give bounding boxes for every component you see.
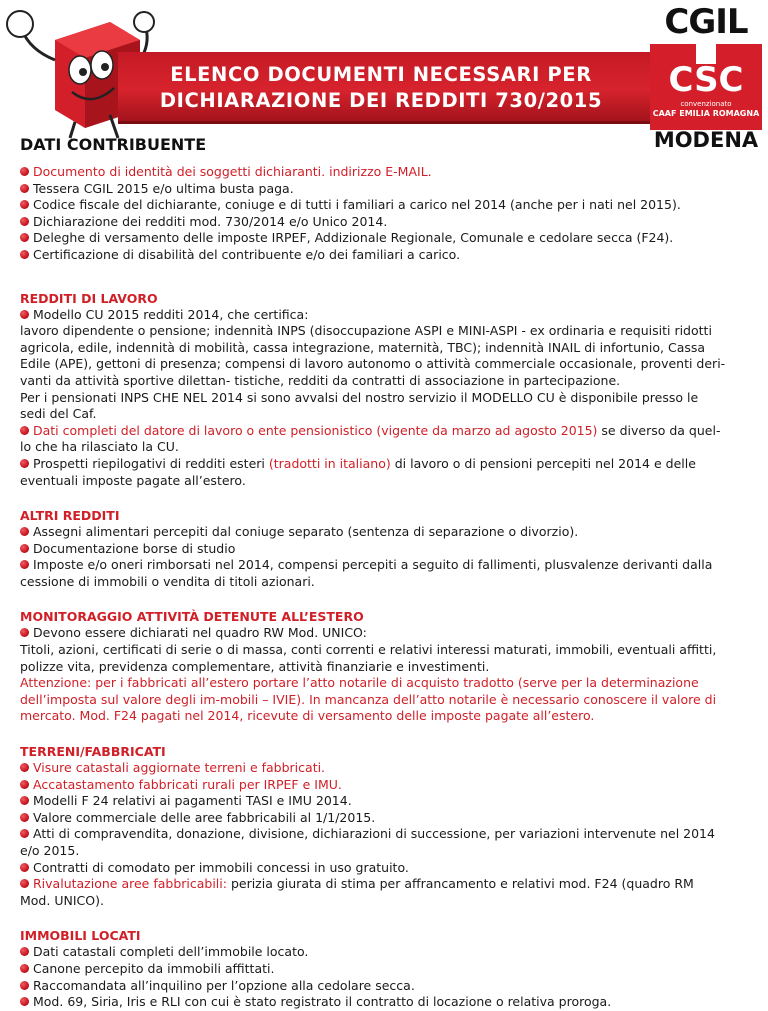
list-item: Dati completi del datore di lavoro o ente pensionistico (vigente da marzo ad agosto 2015) se diverso da quel- bbox=[20, 423, 752, 440]
bullet-icon bbox=[20, 981, 29, 990]
text-line: lavoro dipendente o pensione; indennità INPS (disoccupazione ASPI e MINI-ASPI - ex ordinaria e requisiti ridotti bbox=[20, 323, 712, 339]
warning-line: mercato. Mod. F24 pagati nel 2014, ricevute di versamento delle imposte pagate all’estero. bbox=[20, 708, 595, 724]
bullet-icon bbox=[20, 544, 29, 553]
list-item: Imposte e/o oneri rimborsati nel 2014, compensi percepiti a seguito di fallimenti, plusvalenze derivanti dalla bbox=[20, 557, 752, 574]
list-item: Documento di identità dei soggetti dichiaranti. indirizzo E-MAIL. bbox=[20, 164, 752, 181]
text-line: polizze vita, previdenza complementare, attività finanziarie e investimenti. bbox=[20, 658, 490, 674]
list-item: Accatastamento fabbricati rurali per IRPEF e IMU. bbox=[20, 777, 752, 794]
list-item: Dati catastali completi dell’immobile locato. bbox=[20, 944, 752, 961]
list-item: Raccomandata all’inquilino per l’opzione alla cedolare secca. bbox=[20, 978, 752, 995]
title-line-1: ELENCO DOCUMENTI NECESSARI PER bbox=[170, 63, 592, 86]
text-line: Per i pensionati INPS CHE NEL 2014 si sono avvalsi del nostro servizio il MODELLO CU è disponibile presso le bbox=[20, 389, 699, 405]
section-monitoraggio bbox=[20, 625, 752, 725]
heading-immobili-locati: IMMOBILI LOCATI bbox=[20, 928, 141, 944]
text-line: Edile (APE), gettoni di presenza; compensi di lavoro autonomo o attività commerciale occasionale, proventi deri- bbox=[20, 356, 726, 372]
bullet-icon bbox=[20, 997, 29, 1006]
section-immobili-locati bbox=[20, 944, 752, 1010]
text-line: agricola, edile, indennità di mobilità, cassa integrazione, maternità, TBC); indennità INAIL di infortunio, Cassa bbox=[20, 339, 706, 355]
logo-modena-text: MODENA bbox=[653, 128, 759, 152]
title-line-2: DICHIARAZIONE DEI REDDITI 730/2015 bbox=[159, 89, 603, 112]
text-line: eventuali imposte pagate all’estero. bbox=[20, 472, 246, 488]
text-line: Titoli, azioni, certificati di serie o di massa, conti correnti e relativi interessi maturati, immobili, eventuali affitti, bbox=[20, 642, 717, 658]
bullet-icon bbox=[20, 184, 29, 193]
bullet-icon bbox=[20, 829, 29, 838]
section-redditi-lavoro bbox=[20, 307, 752, 490]
bullet-icon bbox=[20, 560, 29, 569]
cgil-csc-logo bbox=[650, 0, 762, 152]
list-item: Canone percepito da immobili affittati. bbox=[20, 961, 752, 978]
bullet-icon bbox=[20, 250, 29, 259]
logo-conv-text: convenzionato bbox=[680, 100, 732, 108]
logo-csc-text: CSC bbox=[668, 60, 744, 100]
list-item: Rivalutazione aree fabbricabili: perizia giurata di stima per affrancamento e relativi mod. F24 (quadro RM bbox=[20, 876, 752, 893]
warning-line: dell’imposta sul valore degli im-mobili – IVIE). In mancanza dell’atto notarile è necessario conoscere il valore di bbox=[20, 691, 717, 707]
heading-monitoraggio: MONITORAGGIO ATTIVITÀ DETENUTE ALL’ESTERO bbox=[20, 609, 364, 625]
heading-dati-contribuente: DATI CONTRIBUENTE bbox=[20, 135, 207, 154]
text-line: Mod. UNICO). bbox=[20, 892, 104, 908]
bullet-icon bbox=[20, 879, 29, 888]
list-item: Valore commerciale delle aree fabbricabili al 1/1/2015. bbox=[20, 810, 752, 827]
bullet-icon bbox=[20, 426, 29, 435]
list-item: Modelli F 24 relativi ai pagamenti TASI e IMU 2014. bbox=[20, 793, 752, 810]
text-line: cessione di immobili o vendita di titoli azionari. bbox=[20, 573, 315, 589]
list-item: Assegni alimentari percepiti dal coniuge separato (sentenza di separazione o divorzio). bbox=[20, 524, 752, 541]
logo-caaf-text: CAAF EMILIA ROMAGNA bbox=[652, 109, 760, 118]
bullet-icon bbox=[20, 763, 29, 772]
bullet-icon bbox=[20, 780, 29, 789]
list-item: Deleghe di versamento delle imposte IRPEF, Addizionale Regionale, Comunale e cedolare secca (F24). bbox=[20, 230, 752, 247]
bullet-icon bbox=[20, 233, 29, 242]
list-item: Atti di compravendita, donazione, divisione, dichiarazioni di successione, per variazioni intervenute nel 2014 bbox=[20, 826, 752, 843]
list-item: Prospetti riepilogativi di redditi esteri (tradotti in italiano) di lavoro o di pensioni percepiti nel 2014 e delle bbox=[20, 456, 752, 473]
heading-terreni-fabbricati: TERRENI/FABBRICATI bbox=[20, 744, 166, 760]
heading-altri-redditi: ALTRI REDDITI bbox=[20, 508, 120, 524]
bullet-icon bbox=[20, 167, 29, 176]
list-item: Devono essere dichiarati nel quadro RW Mod. UNICO: bbox=[20, 625, 752, 642]
list-item: Visure catastali aggiornate terreni e fabbricati. bbox=[20, 760, 752, 777]
bullet-icon bbox=[20, 200, 29, 209]
list-item: Mod. 69, Siria, Iris e RLI con cui è stato registrato il contratto di locazione o relativa proroga. bbox=[20, 994, 752, 1011]
section-terreni-fabbricati bbox=[20, 760, 752, 909]
logo-cgil-text: CGIL bbox=[664, 2, 748, 42]
list-item: Tessera CGIL 2015 e/o ultima busta paga. bbox=[20, 181, 752, 198]
text-line: e/o 2015. bbox=[20, 843, 80, 858]
page-title bbox=[146, 62, 616, 114]
bullet-icon bbox=[20, 813, 29, 822]
bullet-icon bbox=[20, 217, 29, 226]
bullet-icon bbox=[20, 628, 29, 637]
list-item: Modello CU 2015 redditi 2014, che certifica: bbox=[20, 307, 752, 324]
bullet-icon bbox=[20, 459, 29, 468]
bullet-icon bbox=[20, 310, 29, 319]
list-item: Documentazione borse di studio bbox=[20, 541, 752, 558]
list-contribuente bbox=[20, 164, 752, 264]
document-body bbox=[20, 134, 752, 1011]
text-line: vanti da attività sportive dilettan- tistiche, redditi da contratti di associazione in partecipazione. bbox=[20, 372, 621, 388]
text-line: lo che ha rilasciato la CU. bbox=[20, 439, 179, 455]
text-line: sedi del Caf. bbox=[20, 406, 97, 422]
bullet-icon bbox=[20, 947, 29, 956]
heading-redditi-lavoro: REDDITI DI LAVORO bbox=[20, 290, 158, 306]
bullet-icon bbox=[20, 863, 29, 872]
list-item: Codice fiscale del dichiarante, coniuge e di tutti i familiari a carico nel 2014 (anche per i nati nel 2015). bbox=[20, 197, 752, 214]
list-item: Dichiarazione dei redditi mod. 730/2014 e/o Unico 2014. bbox=[20, 214, 752, 231]
bullet-icon bbox=[20, 964, 29, 973]
warning-line: Attenzione: per i fabbricati all’estero portare l’atto notarile di acquisto tradotto (serve per la determinazione bbox=[20, 675, 699, 691]
bullet-icon bbox=[20, 796, 29, 805]
section-altri-redditi bbox=[20, 524, 752, 590]
list-item: Certificazione di disabilità del contribuente e/o dei familiari a carico. bbox=[20, 247, 752, 264]
list-item: Contratti di comodato per immobili concessi in uso gratuito. bbox=[20, 860, 752, 877]
bullet-icon bbox=[20, 527, 29, 536]
